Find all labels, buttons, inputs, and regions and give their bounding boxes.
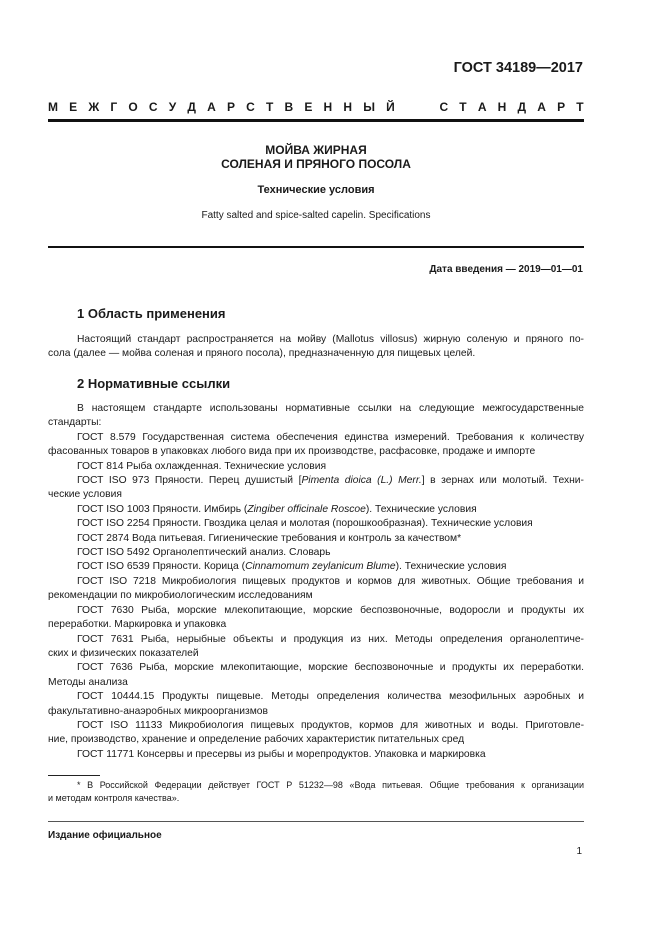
reference-line: ГОСТ 7630 Рыба, морские млекопитающие, морские беспозвоночные, водоросли и продукты их — [77, 604, 584, 616]
title-line-1: МОЙВА ЖИРНАЯ — [265, 143, 367, 157]
heading-letter: Т — [459, 100, 467, 114]
text-line: Настоящий стандарт распространяется на мойву (Mallotus villosus) жирную соленую и пряного по- — [77, 334, 584, 345]
gost-number: ГОСТ 34189—2017 — [453, 60, 583, 76]
reference-line: ГОСТ ISO 7218 Микробиология пищевых продуктов и кормов для животных. Общие требования и — [77, 575, 584, 587]
reference-line: ние, производство, хранение и определение рабочих характеристик питательных сред — [48, 734, 465, 746]
heading-letter: Й — [386, 100, 395, 114]
footer-rule — [48, 821, 584, 822]
heading-letter: Н — [343, 100, 353, 114]
footnote — [48, 779, 584, 805]
heading-letter: А — [207, 100, 216, 114]
heading-letter: Г — [110, 100, 118, 114]
footnote-rule — [48, 775, 100, 776]
footnote-line: * В Российской Федерации действует ГОСТ Р 51232—98 «Вода питьевая. Общие требования к организации — [77, 780, 584, 790]
heading-letter: А — [537, 100, 546, 114]
heading-letter: В — [284, 100, 294, 114]
reference-line: ГОСТ ISO 5492 Органолептический анализ. Словарь — [77, 547, 331, 559]
reference-line: рекомендации по микробиологическим исследованиям — [48, 590, 313, 602]
standard-type-heading — [48, 100, 584, 114]
text-line: сола (далее — мойва соленая и пряного посола), предназначенную для пищевых целей. — [48, 348, 476, 360]
section-1-paragraph — [48, 333, 584, 362]
heading-letter: С — [439, 100, 449, 114]
title-rule — [48, 246, 584, 248]
page-number: 1 — [576, 846, 582, 857]
heading-letter: С — [148, 100, 158, 114]
reference-line: Методы анализа — [48, 676, 128, 688]
heading-letter: Н — [323, 100, 333, 114]
section-2-references — [48, 402, 584, 762]
heading-letter: Д — [517, 100, 527, 114]
reference-line: ГОСТ 7631 Рыба, нерыбные объекты и продукция из них. Методы определения органолептиче- — [77, 633, 584, 645]
heading-letter: Т — [265, 100, 274, 114]
heading-letter: Е — [69, 100, 78, 114]
english-title: Fatty salted and spice-salted capelin. Specifications — [201, 210, 431, 221]
reference-line: ГОСТ 8.579 Государственная система обеспечения единства измерений. Требования к количеству — [77, 431, 584, 443]
reference-line: ГОСТ ISO 1003 Пряности. Имбирь (Zingiber officinale Roscoe). Технические условия — [77, 503, 477, 515]
heading-letter: Н — [497, 100, 507, 114]
reference-line: факультативно-анаэробных микроорганизмов — [48, 705, 268, 717]
reference-line: ГОСТ 11771 Консервы и пресервы из рыбы и морепродуктов. Упаковка и маркировка — [77, 748, 486, 760]
reference-line: фасованных товаров в упаковках любого вида при их производстве, расфасовке, продаже и импорте — [48, 446, 536, 458]
heading-letter: Е — [304, 100, 313, 114]
reference-line: ГОСТ ISO 2254 Пряности. Гвоздика целая и молотая (порошкообразная). Технические условия — [77, 518, 533, 530]
heading-letter: Ж — [88, 100, 100, 114]
text-line: В настоящем стандарте использованы нормативные ссылки на следующие межгосударственные — [77, 403, 584, 414]
heading-letter: Д — [187, 100, 196, 114]
title-line-2: СОЛЕНАЯ И ПРЯНОГО ПОСОЛА — [221, 157, 411, 171]
reference-line: ГОСТ ISO 11133 Микробиология пищевых продуктов, кормов для животных и воды. Приготовле- — [77, 719, 584, 731]
reference-line: ГОСТ ISO 973 Пряности. Перец душистый [Pimenta dioica (L.) Merr.] в зернах или молотый. Техни- — [77, 475, 584, 487]
section-2-heading: 2 Нормативные ссылки — [77, 376, 231, 391]
text-line: стандарты: — [48, 417, 102, 429]
section-1-heading: 1 Область применения — [77, 306, 226, 321]
introduction-date: Дата введения — 2019—01—01 — [429, 264, 583, 275]
heading-letter: А — [477, 100, 487, 114]
footnote-line: и методам контроля качества». — [48, 793, 180, 803]
reference-line: ГОСТ ISO 6539 Пряности. Корица (Cinnamomum zeylanicum Blume). Технические условия — [77, 561, 507, 573]
heading-letter: У — [168, 100, 177, 114]
reference-line: переработки. Маркировка и упаковка — [48, 619, 227, 631]
heading-letter: Ы — [363, 100, 375, 114]
subtitle: Технические условия — [257, 184, 375, 196]
heading-letter: М — [48, 100, 58, 114]
reference-line: ГОСТ 814 Рыба охлажденная. Технические условия — [77, 460, 327, 472]
reference-line: ских и физических показателей — [48, 647, 199, 659]
heading-letter: С — [246, 100, 255, 114]
header-rule — [48, 119, 584, 122]
reference-line: ГОСТ 2874 Вода питьевая. Гигиенические требования и контроль за качеством* — [77, 532, 462, 544]
heading-letter: О — [128, 100, 138, 114]
heading-letter: Р — [557, 100, 566, 114]
official-edition-label: Издание официальное — [48, 830, 162, 841]
reference-line: ческие условия — [48, 489, 122, 501]
reference-line: ГОСТ 7636 Рыба, морские млекопитающие, морские беспозвоночные и продукты их переработки. — [77, 662, 584, 674]
heading-letter: Т — [576, 100, 584, 114]
heading-letter: Р — [226, 100, 235, 114]
reference-line: ГОСТ 10444.15 Продукты пищевые. Методы определения количества мезофильных аэробных и — [77, 691, 584, 703]
